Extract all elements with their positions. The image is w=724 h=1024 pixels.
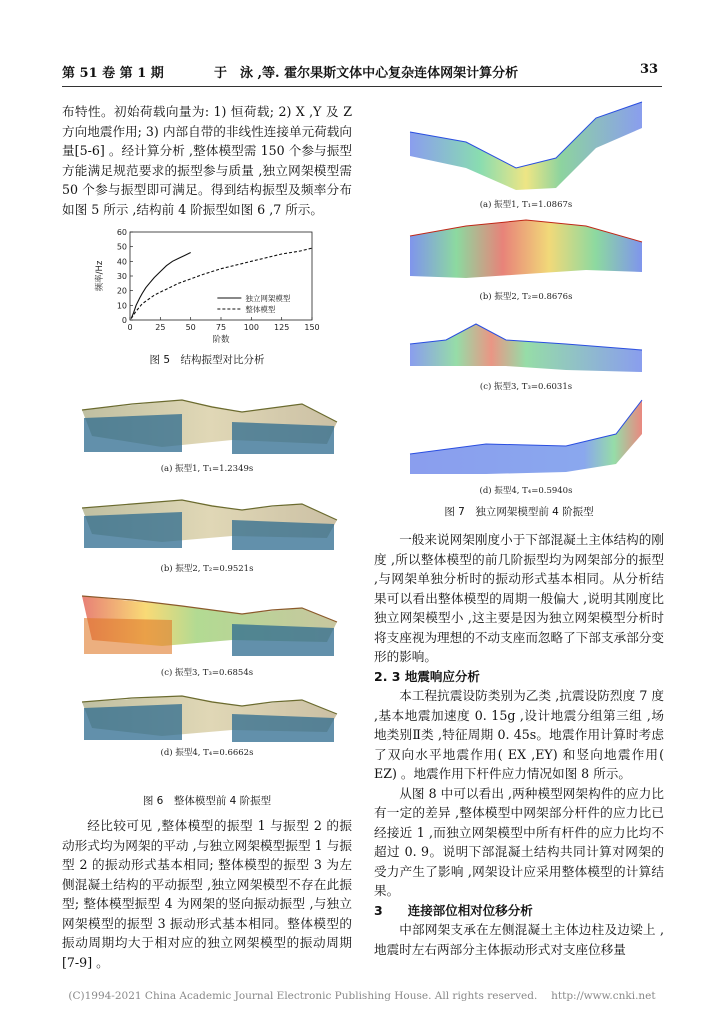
fig7d-label: (d) 振型4, T₄=0.5940s: [479, 486, 573, 496]
paragraph: 从图 8 中可以看出 ,两种模型网架构件的应力比有一定的差异 ,整体模型中网架部分杆件的应力比已经接近 1 ,而独立网架模型中所有杆件的应力比均不超过 0. 9。说明下部混凝土结构共同计算对网架的受力产生了影响 ,网架设计应采用整体模型的计算结果。: [374, 785, 664, 898]
fig6c-image: [72, 578, 342, 666]
header-rule: [62, 86, 662, 87]
section-heading: 2. 3 地震响应分析: [374, 668, 480, 684]
left-column-top: [62, 102, 352, 219]
fig5-y-tick-label: 60: [116, 228, 127, 237]
fig5-legend-label: 整体模型: [245, 305, 276, 314]
copyright-footer: (C)1994-2021 China Academic Journal Electronic Publishing House. All rights reserved. http://www.cnki.net: [68, 990, 656, 1002]
fig7a-label: (a) 振型1, T₁=1.0867s: [479, 200, 573, 210]
fig6c-label: (c) 振型3, T₃=0.6854s: [160, 668, 254, 678]
fig7b-image: [406, 212, 646, 290]
fig5-legend: [217, 293, 290, 314]
fig5-series-line-2: [131, 248, 312, 318]
paragraph: 布特性。初始荷载向量为: 1) 恒荷载; 2) X ,Y 及 Z 方向地震作用; 3) 内部自带的非线性连接单元荷载向量[5-6] 。经计算分析 ,整体模型需 150 个参与振型方能满足规范要求的振型参与质量 ,独立网架模型需 50 个参与振型即可满足。得到结构振型及频率分布如图 5 所示 ,结构前 4 阶振型如图 6 ,7 所示。: [62, 104, 352, 217]
fig7c-image: [406, 304, 646, 380]
fig5-chart: [90, 226, 322, 344]
fig5-plot-frame: [130, 232, 312, 320]
fig5-series-line-1: [131, 253, 191, 319]
fig5-y-tick-label: 10: [116, 301, 127, 311]
fig5-x-tick-label: 0: [127, 323, 133, 332]
fig7b-label: (b) 振型2, T₂=0.8676s: [479, 292, 573, 302]
fig6a-label: (a) 振型1, T₁=1.2349s: [160, 464, 254, 474]
fig5-y-tick-label: 20: [116, 286, 127, 296]
fig5-x-tick-label: 50: [185, 323, 196, 332]
journal-volume: 第 51 卷 第 1 期: [62, 66, 164, 81]
section-heading: 3 连接部位相对位移分析: [374, 902, 533, 918]
fig5-x-tick-label: 25: [155, 323, 166, 332]
fig5-x-tick-label: 100: [243, 323, 259, 332]
fig6a-image: [72, 392, 342, 464]
fig6-caption: 图 6 整体模型前 4 阶振型: [142, 795, 272, 807]
fig5-x-tick-label: 75: [215, 323, 227, 332]
fig5-series: [131, 248, 312, 318]
paragraph: 一般来说网架刚度小于下部混凝土主体结构的刚度 ,所以整体模型的前几阶振型均为网架部分的振型 ,与网架单独分析时的振动形式基本相同。从分析结果可以看出整体模型的周期一般偏大 ,说明其刚度比独立网架模型小 ,这主要是因为独立网架模型分析时将支座视为理想的不动支座而忽略了下部支承部分变形的影响。: [374, 532, 664, 664]
fig7-caption: 图 7 独立网架模型前 4 阶振型: [444, 506, 594, 518]
fig5-legend-label: 独立网架模型: [245, 294, 291, 303]
paragraph: 本工程抗震设防类别为乙类 ,抗震设防烈度 7 度 ,基本地震加速度 0. 15g ,设计地震分组第三组 ,场地类别Ⅱ类 ,特征周期 0. 45s。地震作用计算时考虑了双向水平地震作用( EX ,EY) 和竖向地震作用( EZ) 。地震作用下杆件应力情况如图 8 所示。: [374, 688, 664, 781]
paragraph: 中部网架支承在左侧混凝土主体边柱及边梁上 ,地震时左右两部分主体振动形式对支座位移量: [374, 922, 664, 957]
fig5-y-axis-label: 频率/Hz: [95, 260, 105, 292]
fig5-axes: [94, 228, 320, 344]
fig6b-image: [72, 478, 342, 562]
fig6d-image: [72, 684, 342, 746]
fig5-x-tick-label: 125: [274, 323, 290, 332]
fig5-caption: 图 5 结构振型对比分析: [149, 354, 265, 366]
right-column: [374, 530, 664, 959]
fig5-x-axis-label: 阶数: [212, 335, 230, 344]
fig7d-image: [406, 394, 646, 482]
fig5-y-tick-label: 50: [116, 242, 127, 252]
fig6d-label: (d) 振型4, T₄=0.6662s: [160, 748, 254, 758]
fig7c-label: (c) 振型3, T₃=0.6031s: [479, 382, 573, 392]
fig5-y-tick-label: 0: [121, 316, 127, 325]
running-title: 于 泳 ,等. 霍尔果斯文体中心复杂连体网架计算分析: [214, 66, 519, 81]
fig5-x-tick-label: 150: [304, 323, 320, 332]
page-number: 33: [640, 62, 659, 77]
fig5-y-tick-label: 40: [116, 257, 127, 267]
fig6b-label: (b) 振型2, T₂=0.9521s: [160, 564, 254, 574]
left-column-bottom: [62, 816, 352, 972]
fig7a-image: [406, 98, 646, 198]
paragraph: 经比较可见 ,整体模型的振型 1 与振型 2 的振动形式均为网架的平动 ,与独立网架模型振型 1 与振型 2 的振动形式基本相同; 整体模型的振型 3 为左侧混凝土结构的平动振型 ,独立网架模型不存在此振型; 整体模型振型 4 为网架的竖向振动振型 ,与独立网架模型的振型 3 振动形式基本相同。整体模型的振动周期均大于相对应的独立网架模型的振动周期[7-9] 。: [62, 818, 352, 970]
fig5-y-tick-label: 30: [116, 272, 127, 281]
